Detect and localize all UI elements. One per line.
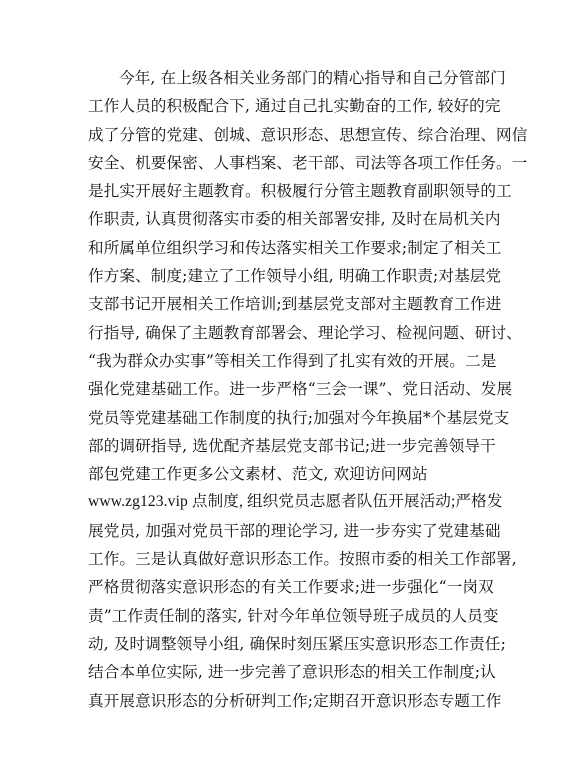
- text-line: 和所属单位组织学习和传达落实相关工作要求;制定了相关工: [88, 238, 502, 257]
- text-line: 强化党建基础工作。进一步严格“三会一课”、党日活动、发展: [88, 380, 513, 399]
- text-line: 严格贯彻落实意识形态的有关工作要求;进一步强化“一岗双: [88, 578, 494, 597]
- text-line: 工作人员的积极配合下, 通过自己扎实勤奋的工作, 较好的完: [88, 97, 501, 116]
- text-line: 工作。三是认真做好意识形态工作。按照市委的相关工作部署,: [88, 550, 517, 569]
- text-line: 真开展意识形态的分析研判工作;定期召开意识形态专题工作: [88, 691, 502, 710]
- text-line-with-url: www.zg123.vip 点制度, 组织党员志愿者队伍开展活动;严格发: [88, 493, 503, 511]
- text-line: 展党员, 加强对党员干部的理论学习, 进一步夯实了党建基础: [88, 521, 501, 540]
- text-line: 作职责, 认真贯彻落实市委的相关部署安排, 及时在局机关内: [88, 210, 501, 229]
- text-line: 作方案、制度;建立了工作领导小组, 明确工作职责;对基层党: [88, 267, 502, 286]
- text-line: 动, 及时调整领导小组, 确保时刻压紧压实意识形态工作责任;: [88, 634, 506, 653]
- text-line: 支部书记开展相关工作培训;到基层党支部对主题教育工作进: [88, 295, 502, 314]
- text-line: 是扎实开展好主题教育。积极履行分管主题教育副职领导的工: [88, 182, 512, 201]
- text-line: 部的调研指导, 选优配齐基层党支部书记;进一步完善领导干: [88, 436, 496, 455]
- text-line: 责”工作责任制的落实, 针对今年单位领导班子成员的人员变: [88, 606, 499, 625]
- text-line: 党员等党建基础工作制度的执行;加强对今年换届*个基层党支: [88, 408, 510, 427]
- text-line: “我为群众办实事”等相关工作得到了扎实有效的开展。二是: [88, 351, 497, 370]
- text-line: 成了分管的党建、创城、意识形态、思想宣传、综合治理、网信: [88, 125, 528, 144]
- text-line: 行指导, 确保了主题教育部署会、理论学习、检视问题、研讨、: [88, 323, 522, 342]
- text-line: 安全、机要保密、人事档案、老干部、司法等各项工作任务。一: [88, 153, 528, 172]
- text-line: 结合本单位实际, 进一步完善了意识形态的相关工作制度;认: [88, 663, 496, 682]
- text-line: 今年, 在上级各相关业务部门的精心指导和自己分管部门: [119, 69, 506, 87]
- text-line: 部包党建工作更多公文素材、范文, 欢迎访问网站: [88, 465, 428, 484]
- body-paragraph: [88, 64, 528, 715]
